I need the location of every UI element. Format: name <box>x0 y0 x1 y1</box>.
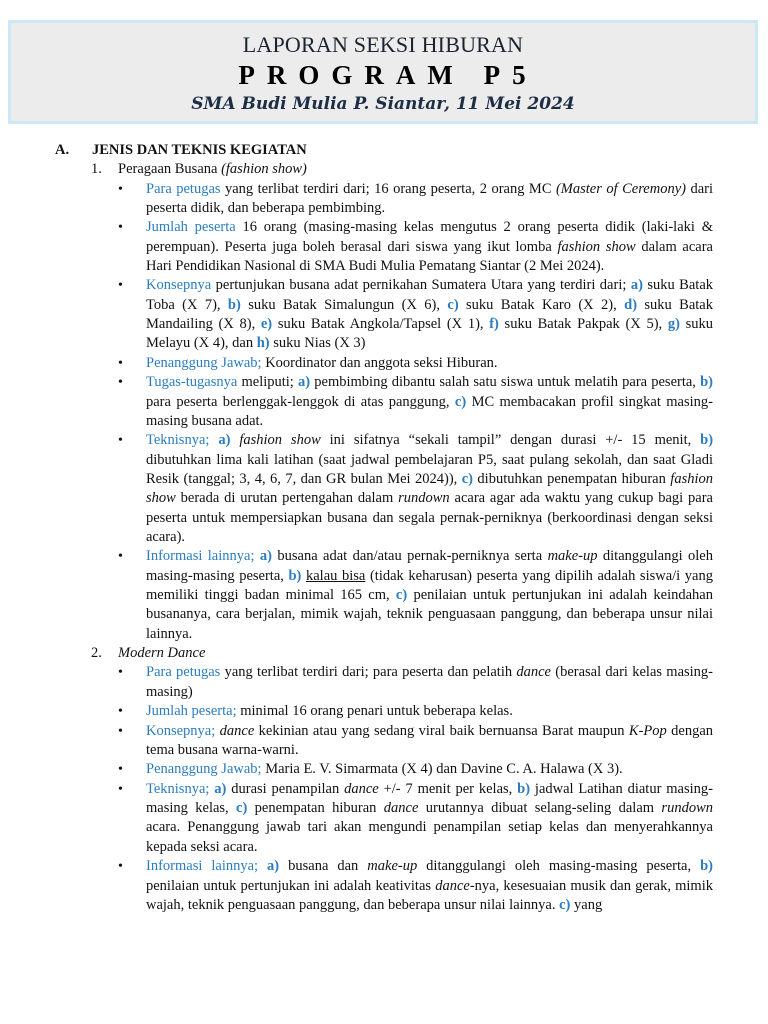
bullet-text: berada di urutan pertengahan dalam <box>175 490 399 507</box>
bullet-marker-letter: a) <box>630 277 643 294</box>
document-body <box>0 141 768 915</box>
bullet-marker-letter: g) <box>667 316 680 333</box>
bullet-italic: make-up <box>367 858 418 875</box>
bullet-italic: fashion show <box>146 470 713 507</box>
bullet-key: Informasi lainnya; <box>146 548 255 565</box>
bullet-marker-letter: a) <box>259 548 272 565</box>
bullet-text: yang terlibat terdiri dari; 16 orang peserta, 2 orang MC <box>220 180 556 197</box>
list-item <box>0 218 768 276</box>
bullet-italic: dance <box>516 664 551 681</box>
bullet-text: dengan tema busana warna-warni. <box>146 722 714 758</box>
bullet-key: Konsepnya; <box>146 722 216 739</box>
item-title: Peragaan Busana <box>118 161 222 178</box>
list-item <box>0 431 768 547</box>
bullet-text: urutannya dibuat selang-seling dalam <box>418 800 662 817</box>
bullet-text: suku Batak Simalungun (X 6), <box>240 296 448 313</box>
bullet-marker-letter: a) <box>214 780 227 797</box>
bullet-italic: dance <box>219 722 255 739</box>
bullet-text: yang <box>570 896 603 913</box>
bullet-text: yang terlibat terdiri dari; para peserta dan pelatih <box>220 664 517 681</box>
item-heading-fashion-show <box>0 160 768 179</box>
bullet-marker-letter: a) <box>218 432 231 449</box>
item-heading-modern-dance <box>0 644 768 663</box>
bullet-text: dari peserta didik, dan beberapa pembimbing. <box>146 180 713 216</box>
bullet-marker-letter: c) <box>395 586 408 603</box>
bullet-marker: • <box>118 859 123 875</box>
list-item <box>0 547 768 643</box>
bullet-text: pembimbing dibantu salah satu siswa untuk melatih para peserta, <box>310 374 701 391</box>
bullet-marker-letter: f) <box>489 316 499 333</box>
bullet-text: suku Batak Toba (X 7), <box>146 277 714 313</box>
bullet-marker-letter: h) <box>256 335 270 352</box>
section-number: A. <box>55 142 70 158</box>
bullet-text: acara agar ada waktu yang cukup bagi para peserta untuk mempersiapkan busana dan segala pernak-perniknya (berkoordinasi dengan seksi acara). <box>146 490 713 545</box>
bullet-key: Jumlah peserta <box>146 219 236 236</box>
bullet-key: Tugas-tugasnya <box>146 374 238 391</box>
bullet-text: meliputi; <box>237 374 299 391</box>
bullet-marker-letter: b) <box>227 296 241 313</box>
bullet-text: suku Batak Pakpak (X 5), <box>498 316 668 333</box>
bullet-marker: • <box>118 278 123 294</box>
bullet-text: dibutuhkan lima kali latihan (saat jadwal pembelajaran P5, saat pulang sekolah, dan saat Gladi Resik (tanggal; 3, 4, 6, 7, dan GR bulan Mei 2024)), <box>146 451 713 487</box>
report-subtitle: SMA Budi Mulia P. Siantar, 11 Mei 2024 <box>191 94 575 114</box>
bullet-marker: • <box>118 220 123 236</box>
bullet-text: penilaian untuk pertunjukan ini adalah keindahan busananya, cara berjalan, mimik wajah, teknik penguasaan panggung, dan beberapa unsur nilai lainnya. <box>146 586 713 642</box>
bullet-text: 16 orang (masing-masing kelas mengutus 2 orang peserta didik (laki-laki & perempuan). Peserta juga boleh berasal dari siswa yang ikut lomba <box>146 219 713 255</box>
bullet-key: Teknisnya; <box>146 432 210 449</box>
bullet-italic: dance <box>383 800 419 817</box>
bullet-text: busana dan <box>279 858 368 875</box>
bullet-text: ditanggulangi oleh masing-masing peserta, <box>146 548 713 584</box>
fashion-show-bullet-list <box>0 180 768 644</box>
bullet-text: ini sifatnya “sekali tampil” dengan durasi +/- 15 menit, <box>320 432 701 449</box>
list-item <box>0 180 768 219</box>
bullet-marker-letter: e) <box>260 316 273 333</box>
bullet-marker: • <box>118 704 123 720</box>
bullet-key: Para petugas <box>146 180 221 197</box>
bullet-key: Para petugas <box>146 664 221 681</box>
bullet-marker-letter: b) <box>700 374 714 391</box>
bullet-text: +/- 7 menit per kelas, <box>378 780 518 797</box>
bullet-marker-letter: c) <box>236 800 248 817</box>
list-item <box>0 276 768 353</box>
bullet-text: (tidak keharusan) peserta yang dipilih adalah siswa/i yang memiliki tinggi badan minimal 165 cm, <box>146 567 713 603</box>
bullet-marker: • <box>118 181 123 197</box>
bullet-marker-letter: b) <box>700 432 714 449</box>
bullet-text: suku Batak Angkola/Tapsel (X 1), <box>272 316 490 333</box>
list-item <box>0 354 768 373</box>
item-title-italic: (fashion show) <box>221 161 307 178</box>
bullet-italic: rundown <box>398 490 450 507</box>
list-item <box>0 857 768 915</box>
bullet-marker-letter: c) <box>454 393 467 410</box>
list-item <box>0 780 768 857</box>
bullet-marker: • <box>118 723 123 739</box>
bullet-marker-letter: d) <box>624 296 638 313</box>
bullet-italic: rundown <box>661 800 713 817</box>
program-title: PROGRAM P5 <box>238 60 538 90</box>
bullet-text: Maria E. V. Simarmata (X 4) dan Davine C. A. Halawa (X 3). <box>261 761 623 778</box>
bullet-marker-letter: b) <box>517 780 531 797</box>
bullet-text: acara. Penanggung jawab tari akan mengundi penampilan setiap kelas dan menyerahkannya kepada seksi acara. <box>146 819 713 855</box>
bullet-text: durasi penampilan <box>226 780 345 797</box>
bullet-marker-letter: c) <box>461 470 473 487</box>
bullet-text: suku Batak Karo (X 2), <box>458 296 625 313</box>
bullet-text: busana adat dan/atau pernak-perniknya serta <box>271 548 548 565</box>
bullet-italic: make-up <box>547 548 598 565</box>
bullet-marker-letter: c) <box>447 296 459 313</box>
bullet-text: pertunjukan busana adat pernikahan Sumatera Utara yang terdiri dari; <box>211 277 631 294</box>
bullet-text: kekinian atau yang sedang viral baik bernuansa Barat maupun <box>254 722 629 739</box>
bullet-text: MC membacakan profil singkat masing-masing busana adat. <box>146 393 713 429</box>
item-number: 1. <box>91 161 102 178</box>
bullet-key: Jumlah peserta; <box>146 703 237 720</box>
bullet-marker-letter: a) <box>267 858 280 875</box>
bullet-italic: fashion show <box>239 432 321 449</box>
bullet-underlined: kalau bisa <box>306 567 366 584</box>
bullet-text: (berasal dari kelas masing-masing) <box>146 664 713 700</box>
bullet-text: suku Nias (X 3) <box>269 335 366 352</box>
bullet-marker: • <box>118 355 123 371</box>
bullet-text: penempatan hiburan <box>247 800 384 817</box>
report-title: LAPORAN SEKSI HIBURAN <box>242 32 524 57</box>
bullet-italic: K-Pop <box>628 722 667 739</box>
bullet-text: ditanggulangi oleh masing-masing peserta, <box>417 858 701 875</box>
bullet-marker-letter: b) <box>288 567 302 584</box>
bullet-marker-letter: c) <box>559 896 571 913</box>
bullet-text: suku Batak Mandailing (X 8), <box>146 296 713 333</box>
bullet-marker-letter: a) <box>298 374 311 391</box>
bullet-marker: • <box>118 375 123 391</box>
bullet-key: Penanggung Jawab; <box>146 761 262 778</box>
bullet-text: para peserta berlenggak-lenggok di atas panggung, <box>146 393 455 410</box>
item-number: 2. <box>91 645 102 662</box>
list-item <box>0 663 768 702</box>
bullet-marker: • <box>118 781 123 797</box>
bullet-marker: • <box>118 665 123 681</box>
bullet-text: penilaian untuk pertunjukan ini adalah keativitas <box>146 877 436 894</box>
bullet-text: suku Melayu (X 4), dan <box>146 316 713 352</box>
bullet-italic: (Master of Ceremony) <box>555 180 686 197</box>
bullet-key: Penanggung Jawab; <box>146 354 262 371</box>
bullet-key: Teknisnya; <box>146 780 210 797</box>
item-title-italic: Modern Dance <box>118 645 206 662</box>
bullet-italic: fashion show <box>557 238 636 255</box>
bullet-text: jadwal Latihan diatur masing-masing kelas, <box>146 780 713 817</box>
bullet-marker: • <box>118 549 123 565</box>
list-item <box>0 760 768 779</box>
bullet-italic: dance <box>435 877 470 894</box>
list-item <box>0 722 768 761</box>
bullet-text: Koordinator dan anggota seksi Hiburan. <box>261 354 498 371</box>
section-heading <box>0 141 768 160</box>
bullet-italic: dance <box>344 780 379 797</box>
bullet-text: -nya, kesesuaian musik dan gerak, mimik wajah, teknik penguasaan panggung, dan beberapa unsur nilai lainnya. <box>146 877 713 913</box>
bullet-text: dalam acara Hari Pendidikan Nasional di SMA Budi Mulia Pematang Siantar (2 Mei 2024). <box>146 238 713 274</box>
bullet-marker: • <box>118 433 123 449</box>
report-header <box>8 20 758 124</box>
bullet-marker-letter: b) <box>700 858 713 875</box>
section-title: JENIS DAN TEKNIS KEGIATAN <box>92 142 307 158</box>
bullet-text: dibutuhkan penempatan hiburan <box>472 470 671 487</box>
bullet-marker: • <box>118 762 123 778</box>
bullet-text: minimal 16 orang penari untuk beberapa kelas. <box>236 703 513 720</box>
list-item <box>0 702 768 721</box>
list-item <box>0 373 768 431</box>
bullet-key: Konsepnya <box>146 277 212 294</box>
modern-dance-bullet-list <box>0 663 768 915</box>
bullet-key: Informasi lainnya; <box>146 858 259 875</box>
